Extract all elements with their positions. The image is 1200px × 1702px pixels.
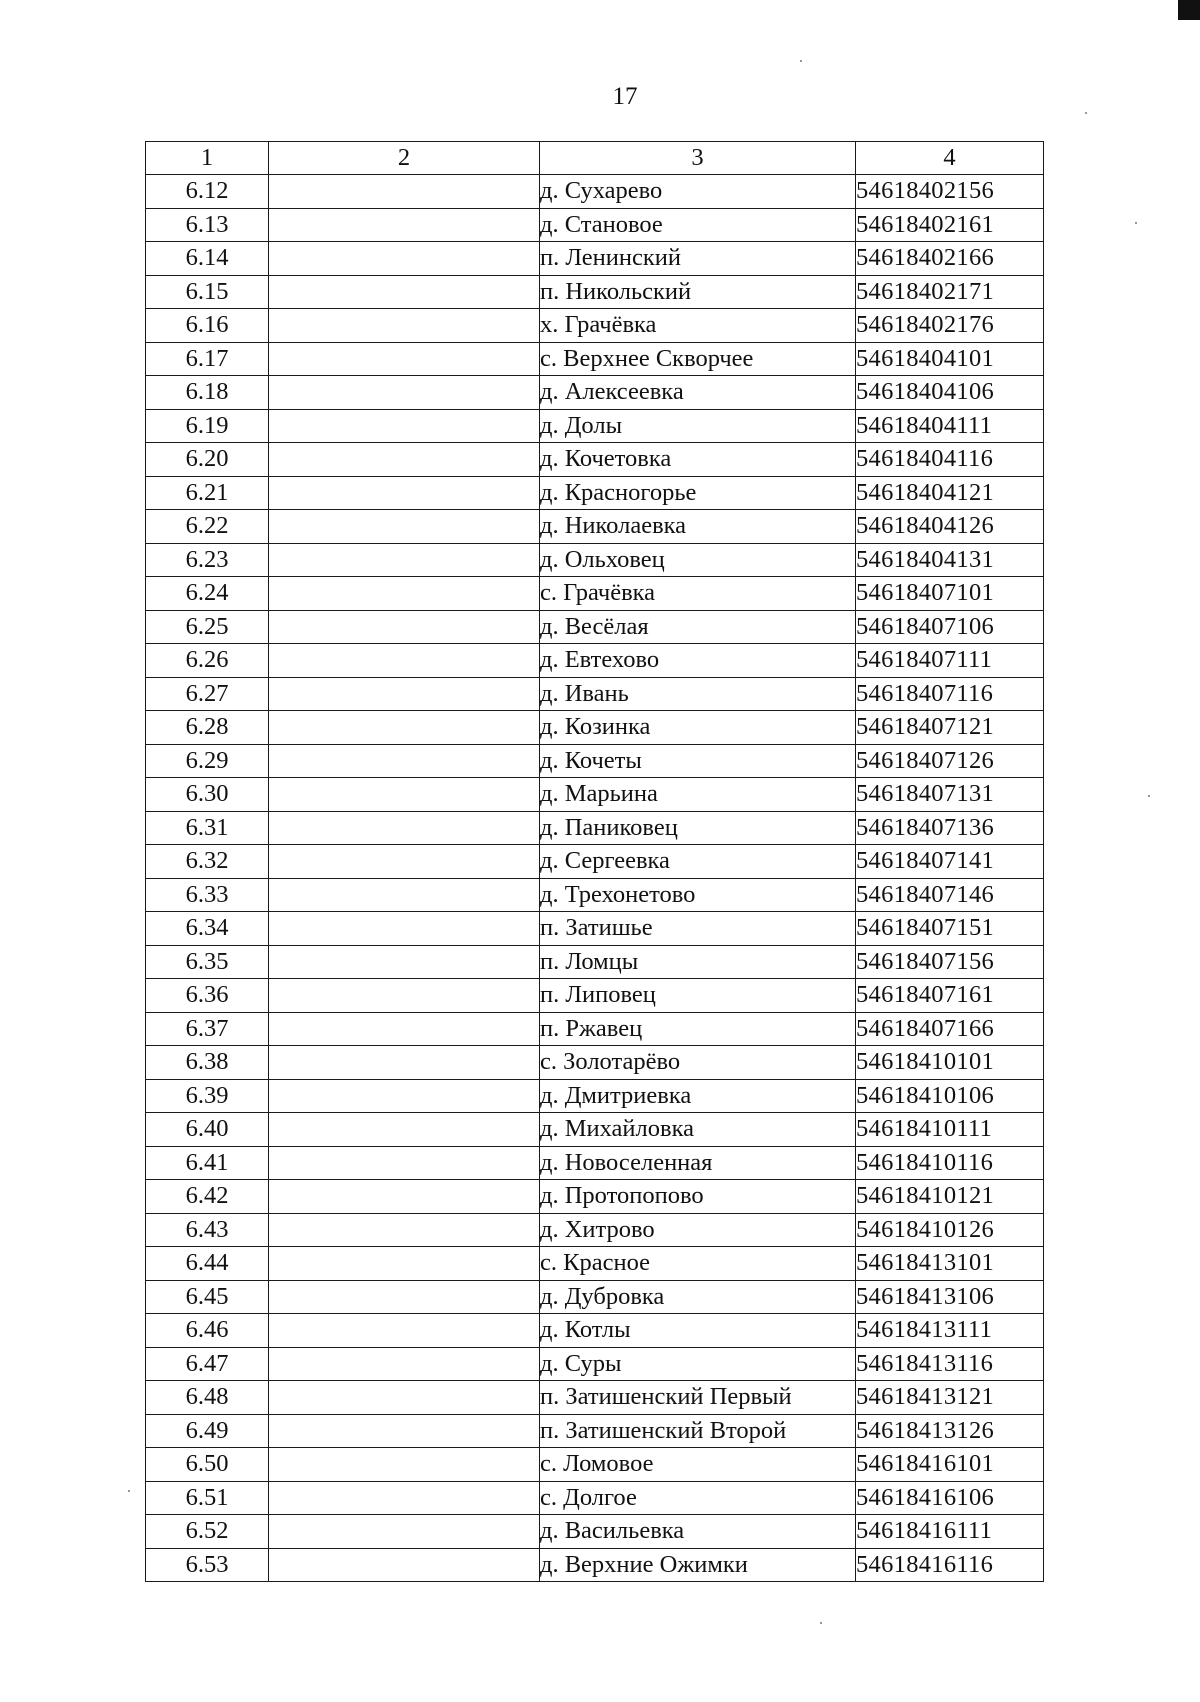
oktmo-code-cell: 54618416101 <box>856 1448 1044 1482</box>
table-row <box>146 845 1044 879</box>
settlement-name-cell: д. Евтехово <box>540 644 856 678</box>
row-col2-cell <box>269 1314 540 1348</box>
row-number-cell: 6.37 <box>146 1012 269 1046</box>
settlement-name-cell: д. Сухарево <box>540 175 856 209</box>
settlement-name-cell: д. Дубровка <box>540 1280 856 1314</box>
row-col2-cell <box>269 1481 540 1515</box>
row-number-cell: 6.25 <box>146 610 269 644</box>
row-number-cell: 6.27 <box>146 677 269 711</box>
table-row <box>146 979 1044 1013</box>
row-number-cell: 6.51 <box>146 1481 269 1515</box>
row-number-cell: 6.45 <box>146 1280 269 1314</box>
oktmo-code-cell: 54618407131 <box>856 778 1044 812</box>
row-number-cell: 6.20 <box>146 443 269 477</box>
settlement-name-cell: д. Новоселенная <box>540 1146 856 1180</box>
row-number-cell: 6.39 <box>146 1079 269 1113</box>
row-number-cell: 6.19 <box>146 409 269 443</box>
table-row <box>146 577 1044 611</box>
row-col2-cell <box>269 1247 540 1281</box>
row-number-cell: 6.13 <box>146 208 269 242</box>
table-row <box>146 1213 1044 1247</box>
settlement-name-cell: д. Суры <box>540 1347 856 1381</box>
row-col2-cell <box>269 1079 540 1113</box>
row-number-cell: 6.41 <box>146 1146 269 1180</box>
settlement-name-cell: д. Козинка <box>540 711 856 745</box>
row-number-cell: 6.42 <box>146 1180 269 1214</box>
table-row <box>146 309 1044 343</box>
table-row <box>146 242 1044 276</box>
oktmo-code-cell: 54618407121 <box>856 711 1044 745</box>
oktmo-code-cell: 54618413126 <box>856 1414 1044 1448</box>
settlement-name-cell: п. Затишенский Второй <box>540 1414 856 1448</box>
table-row <box>146 711 1044 745</box>
row-col2-cell <box>269 644 540 678</box>
row-number-cell: 6.33 <box>146 878 269 912</box>
oktmo-code-cell: 54618410126 <box>856 1213 1044 1247</box>
oktmo-code-cell: 54618407111 <box>856 644 1044 678</box>
oktmo-code-cell: 54618404116 <box>856 443 1044 477</box>
row-col2-cell <box>269 543 540 577</box>
row-col2-cell <box>269 778 540 812</box>
row-col2-cell <box>269 845 540 879</box>
settlement-name-cell: с. Верхнее Скворчее <box>540 342 856 376</box>
row-number-cell: 6.24 <box>146 577 269 611</box>
settlement-name-cell: п. Ленинский <box>540 242 856 276</box>
row-col2-cell <box>269 175 540 209</box>
row-col2-cell <box>269 1180 540 1214</box>
row-number-cell: 6.29 <box>146 744 269 778</box>
row-col2-cell <box>269 309 540 343</box>
row-col2-cell <box>269 1448 540 1482</box>
settlement-name-cell: д. Весёлая <box>540 610 856 644</box>
table-row <box>146 376 1044 410</box>
table-row <box>146 778 1044 812</box>
settlement-name-cell: с. Ломовое <box>540 1448 856 1482</box>
table-row <box>146 1280 1044 1314</box>
table-row <box>146 1079 1044 1113</box>
row-number-cell: 6.52 <box>146 1515 269 1549</box>
row-number-cell: 6.14 <box>146 242 269 276</box>
settlement-name-cell: с. Грачёвка <box>540 577 856 611</box>
settlement-name-cell: д. Трехонетово <box>540 878 856 912</box>
header-col-2: 2 <box>269 142 540 175</box>
oktmo-code-cell: 54618407136 <box>856 811 1044 845</box>
table-body <box>146 175 1044 1582</box>
row-col2-cell <box>269 1146 540 1180</box>
settlement-name-cell: д. Становое <box>540 208 856 242</box>
oktmo-code-cell: 54618402176 <box>856 309 1044 343</box>
oktmo-code-cell: 54618413121 <box>856 1381 1044 1415</box>
table-row <box>146 1012 1044 1046</box>
row-col2-cell <box>269 979 540 1013</box>
table-row <box>146 1180 1044 1214</box>
table-row <box>146 1113 1044 1147</box>
settlement-name-cell: д. Михайловка <box>540 1113 856 1147</box>
row-col2-cell <box>269 912 540 946</box>
header-col-4: 4 <box>856 142 1044 175</box>
row-number-cell: 6.17 <box>146 342 269 376</box>
oktmo-code-cell: 54618410111 <box>856 1113 1044 1147</box>
row-col2-cell <box>269 1548 540 1582</box>
settlement-name-cell: д. Кочеты <box>540 744 856 778</box>
table-row <box>146 175 1044 209</box>
row-number-cell: 6.31 <box>146 811 269 845</box>
table-row <box>146 543 1044 577</box>
settlement-name-cell: с. Золотарёво <box>540 1046 856 1080</box>
scan-speck <box>820 1622 822 1624</box>
row-col2-cell <box>269 1113 540 1147</box>
settlement-name-cell: п. Ржавец <box>540 1012 856 1046</box>
table-row <box>146 208 1044 242</box>
row-number-cell: 6.30 <box>146 778 269 812</box>
table-row <box>146 1481 1044 1515</box>
oktmo-code-cell: 54618404131 <box>856 543 1044 577</box>
table-row <box>146 1314 1044 1348</box>
oktmo-code-cell: 54618407116 <box>856 677 1044 711</box>
row-number-cell: 6.53 <box>146 1548 269 1582</box>
settlement-name-cell: д. Дмитриевка <box>540 1079 856 1113</box>
row-col2-cell <box>269 476 540 510</box>
table-row <box>146 1448 1044 1482</box>
table-row <box>146 476 1044 510</box>
settlement-name-cell: п. Ломцы <box>540 945 856 979</box>
table-row <box>146 912 1044 946</box>
header-col-1: 1 <box>146 142 269 175</box>
oktmo-code-cell: 54618413101 <box>856 1247 1044 1281</box>
row-number-cell: 6.43 <box>146 1213 269 1247</box>
row-col2-cell <box>269 342 540 376</box>
header-col-3: 3 <box>540 142 856 175</box>
settlement-name-cell: д. Хитрово <box>540 1213 856 1247</box>
row-number-cell: 6.18 <box>146 376 269 410</box>
row-number-cell: 6.21 <box>146 476 269 510</box>
settlement-name-cell: д. Котлы <box>540 1314 856 1348</box>
settlement-name-cell: с. Красное <box>540 1247 856 1281</box>
oktmo-code-cell: 54618413106 <box>856 1280 1044 1314</box>
table-row <box>146 878 1044 912</box>
row-col2-cell <box>269 945 540 979</box>
settlement-name-cell: д. Верхние Ожимки <box>540 1548 856 1582</box>
row-col2-cell <box>269 610 540 644</box>
settlement-name-cell: с. Долгое <box>540 1481 856 1515</box>
row-col2-cell <box>269 878 540 912</box>
row-number-cell: 6.50 <box>146 1448 269 1482</box>
settlement-name-cell: д. Сергеевка <box>540 845 856 879</box>
row-col2-cell <box>269 208 540 242</box>
row-number-cell: 6.34 <box>146 912 269 946</box>
oktmo-code-cell: 54618410106 <box>856 1079 1044 1113</box>
table-row <box>146 1247 1044 1281</box>
oktmo-code-cell: 54618402171 <box>856 275 1044 309</box>
settlement-name-cell: д. Николаевка <box>540 510 856 544</box>
oktmo-code-cell: 54618402166 <box>856 242 1044 276</box>
settlement-name-cell: п. Липовец <box>540 979 856 1013</box>
row-number-cell: 6.22 <box>146 510 269 544</box>
row-col2-cell <box>269 1381 540 1415</box>
row-col2-cell <box>269 1046 540 1080</box>
row-number-cell: 6.49 <box>146 1414 269 1448</box>
oktmo-code-cell: 54618402156 <box>856 175 1044 209</box>
row-col2-cell <box>269 242 540 276</box>
oktmo-code-cell: 54618410101 <box>856 1046 1044 1080</box>
settlement-name-cell: п. Затишенский Первый <box>540 1381 856 1415</box>
row-col2-cell <box>269 510 540 544</box>
table-header <box>146 142 1044 175</box>
row-number-cell: 6.26 <box>146 644 269 678</box>
table-row <box>146 510 1044 544</box>
settlement-name-cell: д. Ольховец <box>540 543 856 577</box>
row-col2-cell <box>269 1213 540 1247</box>
oktmo-code-cell: 54618407161 <box>856 979 1044 1013</box>
row-number-cell: 6.36 <box>146 979 269 1013</box>
row-number-cell: 6.48 <box>146 1381 269 1415</box>
table-row <box>146 1381 1044 1415</box>
row-col2-cell <box>269 275 540 309</box>
settlement-name-cell: д. Кочетовка <box>540 443 856 477</box>
scan-speck <box>128 1490 130 1492</box>
row-col2-cell <box>269 577 540 611</box>
table-row <box>146 1347 1044 1381</box>
table-row <box>146 1046 1044 1080</box>
page-number: 17 <box>612 83 638 110</box>
oktmo-code-cell: 54618407141 <box>856 845 1044 879</box>
oktmo-code-cell: 54618407146 <box>856 878 1044 912</box>
settlement-name-cell: д. Ивань <box>540 677 856 711</box>
oktmo-code-cell: 54618404106 <box>856 376 1044 410</box>
header-row <box>146 142 1044 175</box>
row-number-cell: 6.23 <box>146 543 269 577</box>
settlement-name-cell: д. Паниковец <box>540 811 856 845</box>
table-row <box>146 1515 1044 1549</box>
table-row <box>146 677 1044 711</box>
oktmo-code-cell: 54618407166 <box>856 1012 1044 1046</box>
oktmo-code-cell: 54618407151 <box>856 912 1044 946</box>
oktmo-code-cell: 54618416111 <box>856 1515 1044 1549</box>
oktmo-code-cell: 54618410116 <box>856 1146 1044 1180</box>
row-number-cell: 6.12 <box>146 175 269 209</box>
row-number-cell: 6.40 <box>146 1113 269 1147</box>
oktmo-code-cell: 54618407156 <box>856 945 1044 979</box>
row-number-cell: 6.15 <box>146 275 269 309</box>
row-col2-cell <box>269 1012 540 1046</box>
table-row <box>146 1548 1044 1582</box>
oktmo-code-cell: 54618413116 <box>856 1347 1044 1381</box>
row-col2-cell <box>269 409 540 443</box>
oktmo-code-cell: 54618407106 <box>856 610 1044 644</box>
table-row <box>146 744 1044 778</box>
settlement-name-cell: д. Долы <box>540 409 856 443</box>
table-row <box>146 1414 1044 1448</box>
oktmo-code-cell: 54618407126 <box>856 744 1044 778</box>
row-col2-cell <box>269 711 540 745</box>
row-number-cell: 6.35 <box>146 945 269 979</box>
oktmo-code-cell: 54618402161 <box>856 208 1044 242</box>
scan-speck <box>1148 795 1150 797</box>
oktmo-code-cell: 54618404121 <box>856 476 1044 510</box>
settlements-table <box>145 141 1044 1582</box>
row-col2-cell <box>269 811 540 845</box>
scan-speck <box>1085 112 1087 114</box>
row-col2-cell <box>269 744 540 778</box>
table-row <box>146 409 1044 443</box>
oktmo-code-cell: 54618410121 <box>856 1180 1044 1214</box>
table-row <box>146 275 1044 309</box>
scan-speck <box>1135 222 1137 224</box>
oktmo-code-cell: 54618413111 <box>856 1314 1044 1348</box>
oktmo-code-cell: 54618404101 <box>856 342 1044 376</box>
table-row <box>146 610 1044 644</box>
settlement-name-cell: д. Алексеевка <box>540 376 856 410</box>
table-row <box>146 1146 1044 1180</box>
settlement-name-cell: х. Грачёвка <box>540 309 856 343</box>
settlement-name-cell: д. Марьина <box>540 778 856 812</box>
row-number-cell: 6.44 <box>146 1247 269 1281</box>
oktmo-code-cell: 54618416116 <box>856 1548 1044 1582</box>
scan-speck <box>800 60 802 62</box>
settlement-name-cell: п. Затишье <box>540 912 856 946</box>
settlement-name-cell: д. Протопопово <box>540 1180 856 1214</box>
row-col2-cell <box>269 1347 540 1381</box>
settlement-name-cell: п. Никольский <box>540 275 856 309</box>
table-row <box>146 342 1044 376</box>
row-col2-cell <box>269 1515 540 1549</box>
row-col2-cell <box>269 1414 540 1448</box>
table-row <box>146 945 1044 979</box>
row-number-cell: 6.16 <box>146 309 269 343</box>
row-number-cell: 6.38 <box>146 1046 269 1080</box>
row-col2-cell <box>269 376 540 410</box>
row-number-cell: 6.47 <box>146 1347 269 1381</box>
settlement-name-cell: д. Красногорье <box>540 476 856 510</box>
table-row <box>146 644 1044 678</box>
table-row <box>146 443 1044 477</box>
row-col2-cell <box>269 443 540 477</box>
oktmo-code-cell: 54618404111 <box>856 409 1044 443</box>
oktmo-code-cell: 54618416106 <box>856 1481 1044 1515</box>
scan-edge-mark <box>1178 0 1200 20</box>
row-number-cell: 6.32 <box>146 845 269 879</box>
oktmo-code-cell: 54618407101 <box>856 577 1044 611</box>
table-row <box>146 811 1044 845</box>
settlement-name-cell: д. Васильевка <box>540 1515 856 1549</box>
row-number-cell: 6.46 <box>146 1314 269 1348</box>
row-col2-cell <box>269 677 540 711</box>
row-col2-cell <box>269 1280 540 1314</box>
oktmo-code-cell: 54618404126 <box>856 510 1044 544</box>
row-number-cell: 6.28 <box>146 711 269 745</box>
